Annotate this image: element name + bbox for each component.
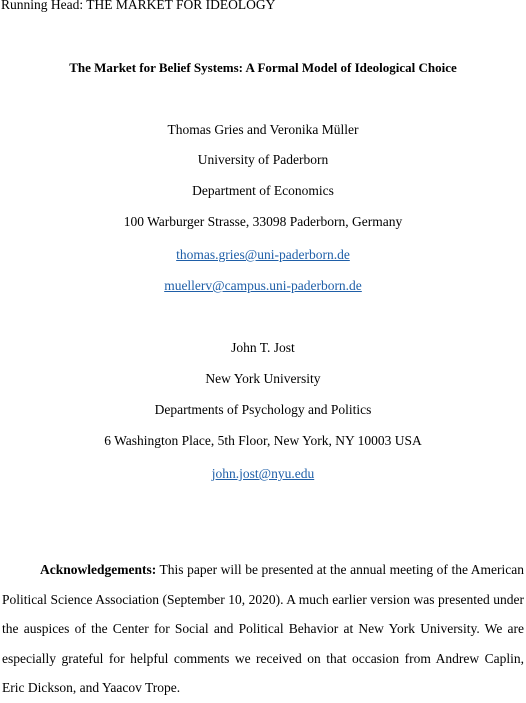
author-names-1: Thomas Gries and Veronika Müller <box>167 122 359 137</box>
institution-2: New York University <box>205 371 321 386</box>
email-link-2-wrapper <box>0 278 526 294</box>
acknowledgements-text: This paper will be presented at the annual meeting of the American Political Science Association (September 10, 2020). A much earlier version was presented under the auspices of the Center for Social and Political Behavior at New York University. We are especially grateful for helpful comments we received on that occasion from Andrew Caplin, Eric Dickson, and Yaacov Trope. <box>2 562 524 695</box>
email-link-jost[interactable]: john.jost@nyu.edu <box>211 466 315 481</box>
acknowledgements-paragraph <box>2 555 524 703</box>
email-link-3-wrapper <box>0 466 526 482</box>
running-head: Running Head: THE MARKET FOR IDEOLOGY <box>1 0 276 12</box>
address-1: 100 Warburger Strasse, 33098 Paderborn, Germany <box>123 214 403 229</box>
address-2: 6 Washington Place, 5th Floor, New York, NY 10003 USA <box>104 433 422 448</box>
acknowledgements-label: Acknowledgements: <box>40 562 157 577</box>
email-link-1-wrapper <box>0 247 526 263</box>
acknowledgements-section <box>2 555 524 703</box>
email-link-mueller[interactable]: muellerv@campus.uni-paderborn.de <box>164 278 362 293</box>
email-link-gries[interactable]: thomas.gries@uni-paderborn.de <box>176 247 350 262</box>
institution-1: University of Paderborn <box>197 152 329 167</box>
paper-title: The Market for Belief Systems: A Formal Model of Ideological Choice <box>69 60 457 75</box>
department-1: Department of Economics <box>192 183 334 198</box>
author-name-2: John T. Jost <box>231 340 295 355</box>
department-2: Departments of Psychology and Politics <box>154 402 372 417</box>
